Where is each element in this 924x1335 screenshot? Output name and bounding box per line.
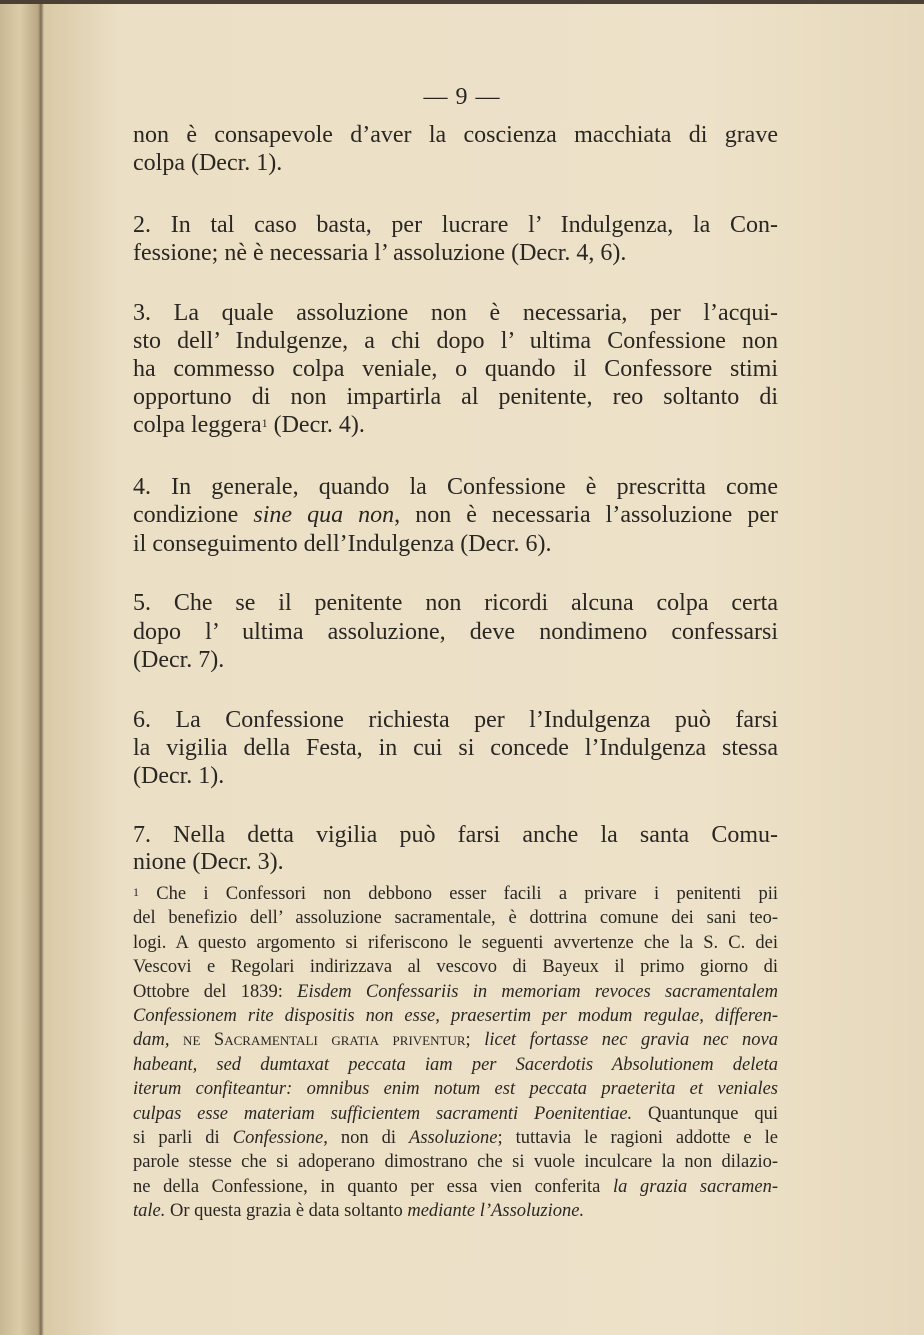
paragraph-line	[133, 327, 778, 355]
footnote-line	[133, 1053, 778, 1077]
footnote-marker: 1	[261, 416, 268, 430]
footnote-line	[133, 955, 778, 979]
text-run: fessione; nè è necessaria l’ assoluzione (Decr. 4, 6).	[133, 240, 627, 266]
scan-edge	[0, 0, 924, 4]
text-run: Eisdem Confessariis in memoriam revoces sacramentalem	[297, 981, 778, 1002]
paragraph-line	[133, 211, 778, 239]
text-run: habeant, sed dumtaxat peccata iam per Sacerdotis Absolutionem deleta	[133, 1054, 778, 1075]
text-run: Confessionem rite dispositis non esse, praesertim per modum regulae, differen-	[133, 1006, 778, 1026]
text-run: ha commesso colpa veniale, o quando il Confessore stimi	[133, 356, 778, 382]
text-run: iterum confiteantur: omnibus enim notum est peccata praeterita et veniales	[133, 1079, 778, 1100]
text-run: sine qua non	[253, 502, 395, 528]
paragraph-line	[133, 646, 778, 674]
text-run: tale.	[133, 1201, 166, 1222]
paragraph-line	[133, 239, 778, 267]
text-run: 3. La quale assoluzione non è necessaria, per l’acqui-	[133, 300, 778, 326]
paragraph-line	[133, 618, 778, 646]
text-run: , non di	[323, 1128, 410, 1148]
paragraph-line	[133, 734, 778, 762]
paragraph-line	[133, 411, 778, 439]
paragraph-line	[133, 149, 778, 177]
text-run: opportuno di non impartirla al penitente, reo soltanto di	[133, 384, 778, 410]
footnote-line	[133, 882, 778, 906]
text-run: condizione	[133, 502, 254, 528]
text-run: (Decr. 4).	[267, 412, 365, 438]
text-run: Or questa grazia è data soltanto	[165, 1201, 408, 1222]
text-run: ne della Confessione, in quanto per essa vien conferita	[133, 1176, 613, 1197]
text-run: Assoluzione	[409, 1128, 498, 1148]
footnote-line	[133, 1028, 778, 1052]
text-run: Quantunque qui	[632, 1103, 778, 1124]
paragraph-line	[133, 530, 778, 558]
text-run: la grazia sacramen-	[612, 1176, 778, 1197]
text-run: 7. Nella detta vigilia può farsi anche la santa Comu-	[133, 822, 778, 848]
footnote-line	[133, 906, 778, 930]
text-run: (Decr. 1).	[133, 763, 225, 789]
text-run: ; tuttavia le ragioni addotte e le	[497, 1128, 779, 1148]
paragraph-line	[133, 501, 778, 529]
footnote-line	[133, 1150, 778, 1174]
text-run: culpas esse materiam sufficientem sacramenti Poenitentiae.	[133, 1103, 633, 1124]
paragraph-line	[133, 355, 778, 383]
paragraph-line	[133, 762, 778, 790]
text-run: colpa leggera	[133, 412, 262, 438]
footnote-line	[133, 980, 778, 1004]
text-run: 4. In generale, quando la Confessione è prescritta come	[133, 474, 778, 500]
text-run: 2. In tal caso basta, per lucrare l’ Indulgenza, la Con-	[133, 212, 778, 238]
footnote-marker: 1	[133, 885, 139, 899]
text-run: dopo l’ ultima assoluzione, deve nondimeno confessarsi	[133, 619, 778, 645]
text-run: Ottobre del 1839:	[133, 981, 298, 1002]
text-run: dam,	[133, 1030, 170, 1051]
text-run: Confessione	[232, 1128, 324, 1148]
text-run: il conseguimento dell’Indulgenza (Decr. 6).	[133, 531, 552, 557]
footnote-line	[133, 931, 778, 955]
paragraph-line	[133, 299, 778, 327]
text-run: non è consapevole d’aver la coscienza macchiata di grave	[133, 122, 778, 148]
paragraph-line	[133, 473, 778, 501]
text-run: mediante l’Assoluzione.	[407, 1201, 585, 1222]
text-run: parole stesse che si adoperano dimostrano che si vuole inculcare la non dilazio-	[133, 1152, 778, 1173]
paragraph-line	[133, 821, 778, 849]
paragraph-line	[133, 121, 778, 149]
text-run: , non è necessaria l’assoluzione per	[394, 502, 778, 528]
footnote-line	[133, 1175, 778, 1199]
paragraph-line	[133, 589, 778, 617]
text-run: ;	[465, 1030, 485, 1051]
footnote-line	[133, 1102, 778, 1126]
text-run: 6. La Confessione richiesta per l’Indulgenza può farsi	[133, 707, 778, 733]
text-run: del benefizio dell’ assoluzione sacramentale, è dottrina comune dei sani teo-	[133, 908, 778, 929]
text-run: ne Sacramentali gratia priventur	[169, 1030, 466, 1051]
footnote-line	[133, 1199, 778, 1223]
footnote-line	[133, 1126, 778, 1150]
text-run: logi. A questo argomento si riferiscono le seguenti avvertenze che la S. C. dei	[133, 932, 778, 953]
text-run: si parli di	[133, 1128, 233, 1148]
paragraph-line	[133, 706, 778, 734]
text-run: colpa (Decr. 1).	[133, 150, 283, 176]
text-run: la vigilia della Festa, in cui si concede l’Indulgenza stessa	[133, 735, 778, 761]
text-run: nione (Decr. 3).	[133, 849, 284, 875]
footnote-line	[133, 1077, 778, 1101]
text-run: licet fortasse nec gravia nec nova	[484, 1030, 779, 1051]
paragraph-line	[133, 848, 778, 876]
footnote-line	[133, 1004, 778, 1028]
text-run: Vescovi e Regolari indirizzava al vescovo di Bayeux il primo giorno di	[133, 957, 778, 978]
page-number: — 9 —	[423, 84, 501, 110]
text-run: (Decr. 7).	[133, 647, 225, 673]
paragraph-line	[133, 383, 778, 411]
text-run: Che i Confessori non debbono esser facili a privare i penitenti pii	[139, 884, 778, 904]
text-run: sto dell’ Indulgenze, a chi dopo l’ ultima Confessione non	[133, 328, 778, 354]
text-run: 5. Che se il penitente non ricordi alcuna colpa certa	[133, 590, 778, 616]
